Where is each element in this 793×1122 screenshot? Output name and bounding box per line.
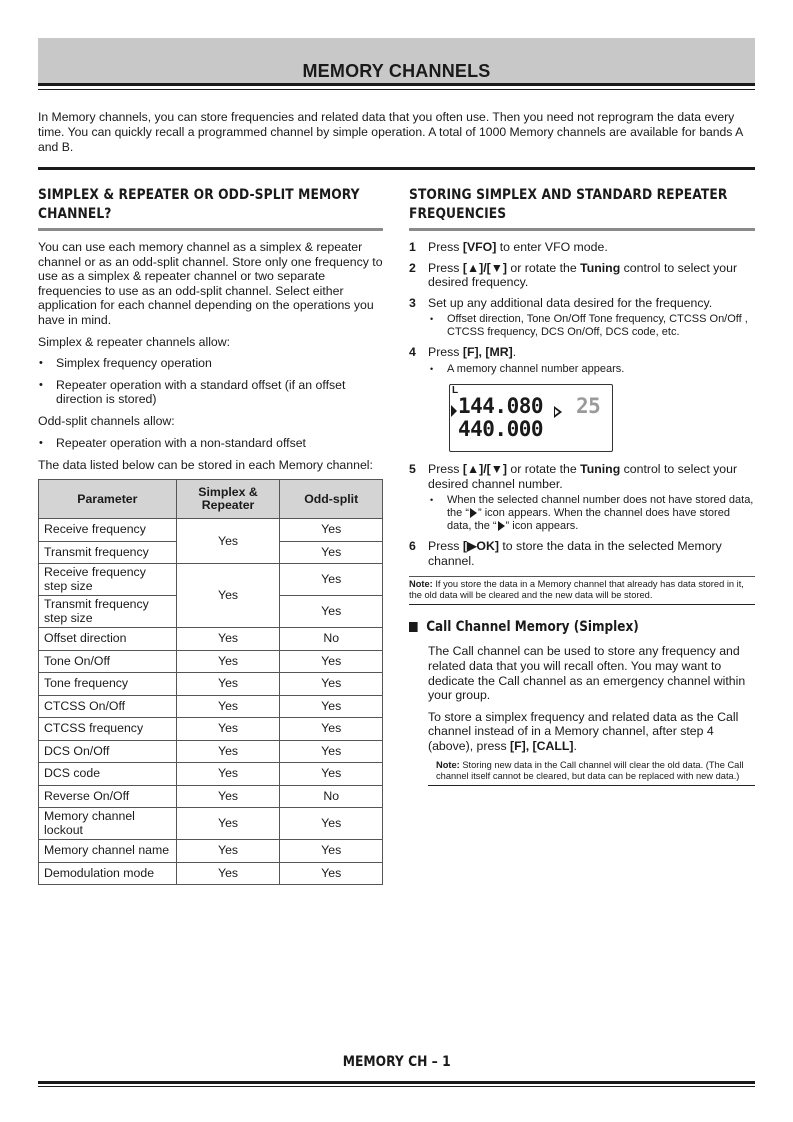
- title-bar: [38, 38, 755, 86]
- cell-odd: Yes: [280, 650, 383, 673]
- parameter-table: [38, 479, 383, 885]
- intro-paragraph: [38, 110, 755, 155]
- title-underline: [38, 89, 755, 90]
- step-3: [409, 296, 755, 340]
- list-item: • Repeater operation with a non-standard offset: [38, 436, 383, 450]
- step-5: [409, 462, 755, 533]
- cell-param: Tone frequency: [39, 673, 177, 696]
- cell-odd: Yes: [280, 740, 383, 763]
- lcd-display: [449, 384, 613, 452]
- table-row: [39, 519, 383, 542]
- footer-rule-thin: [38, 1086, 755, 1087]
- table-row: [39, 808, 383, 840]
- call-channel-body: [409, 644, 755, 785]
- list-item: • Offset direction, Tone On/Off Tone frequency, CTCSS On/Off , CTCSS frequency, DCS On/Off, DCS code, etc.: [428, 313, 755, 339]
- table-row: [39, 785, 383, 808]
- table-row: [39, 862, 383, 885]
- cell-simplex: Yes: [176, 740, 280, 763]
- list-item: • Repeater operation with a standard offset (if an offset direction is stored): [38, 378, 383, 406]
- cell-simplex: Yes: [176, 628, 280, 651]
- cell-odd: No: [280, 628, 383, 651]
- cell-simplex: Yes: [176, 840, 280, 863]
- table-row: [39, 763, 383, 786]
- cell-odd: Yes: [280, 862, 383, 885]
- section-divider: [38, 167, 755, 170]
- step-6: [409, 539, 755, 568]
- control-label: Tuning: [580, 260, 621, 275]
- key-label: [VFO]: [462, 240, 497, 254]
- step-text: or rotate the: [507, 260, 581, 275]
- note-text: Storing new data in the Call channel will clear the old data. (The Call channel itself cannot be cleared, but data can be replaced with new data.): [436, 759, 744, 781]
- step-number: 2: [409, 260, 416, 275]
- note-label: Note:: [436, 759, 460, 770]
- cell-simplex: Yes: [176, 763, 280, 786]
- footer-rule-thick: [38, 1081, 755, 1084]
- cell-simplex: Yes: [176, 673, 280, 696]
- step-4: [409, 345, 755, 452]
- right-column: [409, 186, 755, 795]
- footer-text: MEMORY CH – 1: [342, 1054, 451, 1070]
- step-3-sub: [428, 313, 755, 339]
- call-p2-text: To store a simplex frequency and related data as the Call channel instead of in a Memory channel, after step 4 (above), press: [428, 709, 739, 753]
- step-text: to enter VFO mode.: [496, 240, 608, 254]
- band-pointer-icon: [451, 405, 457, 417]
- cell-odd: Yes: [280, 519, 383, 542]
- page-title: MEMORY CHANNELS: [302, 61, 491, 81]
- right-heading: STORING SIMPLEX AND STANDARD REPEATER FREQUENCIES: [409, 187, 728, 222]
- key-label: [F], [MR]: [462, 345, 513, 360]
- cell-param: Tone On/Off: [39, 650, 177, 673]
- table-row: [39, 695, 383, 718]
- square-bullet-icon: [409, 622, 418, 632]
- key-label: [▶OK]: [462, 539, 499, 554]
- header-parameter: Parameter: [39, 480, 177, 519]
- empty-channel-icon: [470, 508, 477, 518]
- key-label: [▲]/[▼]: [462, 260, 507, 275]
- step-4-sub: [428, 363, 755, 376]
- cell-odd: Yes: [280, 673, 383, 696]
- cell-odd: Yes: [280, 763, 383, 786]
- cell-param: CTCSS frequency: [39, 718, 177, 741]
- cell-simplex: Yes: [176, 564, 280, 628]
- table-row: [39, 740, 383, 763]
- note-label: Note:: [409, 579, 433, 590]
- table-row: [39, 650, 383, 673]
- step-number: 3: [409, 295, 416, 310]
- left-body: [38, 240, 383, 472]
- cell-param: Demodulation mode: [39, 862, 177, 885]
- cell-simplex: Yes: [176, 519, 280, 564]
- empty-channel-icon: [554, 406, 562, 418]
- header-simplex: Simplex & Repeater: [176, 480, 280, 519]
- note-text: If you store the data in a Memory channel that already has data stored in it, the old data will be cleared and the new data will be stored.: [409, 579, 744, 601]
- step-2: [409, 261, 755, 290]
- cell-odd: Yes: [280, 541, 383, 564]
- left-p3: Odd-split channels allow:: [38, 414, 175, 429]
- cell-param: Transmit frequency: [39, 541, 177, 564]
- key-label: [F], [CALL]: [510, 738, 574, 753]
- header-odd-split: Odd-split: [280, 480, 383, 519]
- cell-odd: Yes: [280, 808, 383, 840]
- step-text: Press: [428, 345, 463, 360]
- cell-param: Offset direction: [39, 628, 177, 651]
- left-p1: You can use each memory channel as a simplex & repeater channel or as an odd-split channel. Store only one frequency to use as a simplex & repeater channel or two separate frequencies to use as an odd-split channel. Select either application for each channel depending on the operations you have in mind.: [38, 240, 383, 327]
- cell-odd: Yes: [280, 718, 383, 741]
- step-1: [409, 240, 755, 255]
- storing-steps: [409, 240, 755, 568]
- cell-param: Reverse On/Off: [39, 785, 177, 808]
- sub-text: When the selected channel number does not have stored data, the “: [447, 494, 754, 520]
- intro-text: In Memory channels, you can store frequencies and related data that you often use. Then you need not reprogram the data every time. You can quickly recall a programmed channel by simple operation. A total of 1000 Memory channels are available for bands A and B.: [38, 110, 743, 154]
- step-number: 4: [409, 345, 416, 360]
- step-number: 1: [409, 240, 416, 254]
- note-call-channel: [428, 758, 755, 786]
- sub-text: ” icon appears.: [505, 520, 579, 533]
- step-text: or rotate the: [507, 461, 581, 476]
- call-p2: [428, 710, 755, 754]
- lcd-frequency-a: 144.080: [458, 393, 544, 418]
- table-row: [39, 628, 383, 651]
- simplex-bullets: [38, 356, 383, 406]
- cell-param: Receive frequency: [39, 519, 177, 542]
- step-text: .: [512, 345, 517, 360]
- list-item: [428, 494, 755, 533]
- right-heading-rule: [409, 228, 755, 231]
- step-text: Press: [428, 240, 463, 254]
- table-row: [39, 564, 383, 596]
- sub-text: ” icon appears. When the channel does have stored data, the “: [447, 507, 730, 533]
- cell-simplex: Yes: [176, 808, 280, 840]
- cell-param: DCS code: [39, 763, 177, 786]
- lock-indicator: L: [452, 384, 459, 396]
- lcd-frequency-b: 440.000: [458, 416, 544, 441]
- call-p2-text: .: [573, 738, 577, 753]
- cell-param: Receive frequency step size: [39, 564, 177, 596]
- table-row: [39, 718, 383, 741]
- cell-odd: No: [280, 785, 383, 808]
- odd-split-bullets: [38, 436, 383, 450]
- cell-param: Memory channel lockout: [39, 808, 177, 840]
- cell-param: Transmit frequency step size: [39, 596, 177, 628]
- cell-odd: Yes: [280, 596, 383, 628]
- call-channel-heading: [409, 619, 771, 636]
- table-row: [39, 673, 383, 696]
- left-p4: The data listed below can be stored in each Memory channel:: [38, 457, 373, 472]
- cell-odd: Yes: [280, 840, 383, 863]
- step-number: 6: [409, 539, 416, 554]
- list-item: • A memory channel number appears.: [428, 363, 755, 376]
- cell-param: Memory channel name: [39, 840, 177, 863]
- cell-odd: Yes: [280, 695, 383, 718]
- table-row: [39, 840, 383, 863]
- cell-simplex: Yes: [176, 785, 280, 808]
- cell-simplex: Yes: [176, 695, 280, 718]
- cell-param: DCS On/Off: [39, 740, 177, 763]
- step-text: Set up any additional data desired for the frequency.: [428, 295, 713, 310]
- page-footer: [0, 1054, 793, 1070]
- step-number: 5: [409, 461, 416, 476]
- step-text: Press: [428, 461, 463, 476]
- left-heading: SIMPLEX & REPEATER OR ODD-SPLIT MEMORY CHANNEL?: [38, 187, 360, 222]
- cell-odd: Yes: [280, 564, 383, 596]
- left-p2: Simplex & repeater channels allow:: [38, 334, 231, 349]
- control-label: Tuning: [580, 461, 621, 476]
- call-heading-text: Call Channel Memory (Simplex): [426, 619, 639, 636]
- step-text: Press: [428, 260, 463, 275]
- step-text: control to select your desired channel number.: [428, 461, 738, 491]
- step-text: control to select your desired frequency.: [428, 260, 738, 290]
- call-p1: The Call channel can be used to store any frequency and related data that you will recall often. You may want to dedicate the Call channel as an emergency channel within your group.: [428, 644, 746, 703]
- stored-channel-icon: [498, 521, 505, 531]
- lcd-channel-number: 25: [576, 393, 601, 418]
- step-text: to store the data in the selected Memory channel.: [428, 539, 722, 568]
- list-item: • Simplex frequency operation: [38, 356, 383, 370]
- step-text: Press: [428, 539, 463, 554]
- cell-simplex: Yes: [176, 718, 280, 741]
- cell-simplex: Yes: [176, 650, 280, 673]
- cell-param: CTCSS On/Off: [39, 695, 177, 718]
- left-heading-rule: [38, 228, 383, 231]
- key-label: [▲]/[▼]: [462, 461, 507, 476]
- left-column: [38, 186, 383, 885]
- cell-simplex: Yes: [176, 862, 280, 885]
- table-header-row: [39, 480, 383, 519]
- step-5-sub: [428, 494, 755, 533]
- note-overwrite: [409, 576, 755, 605]
